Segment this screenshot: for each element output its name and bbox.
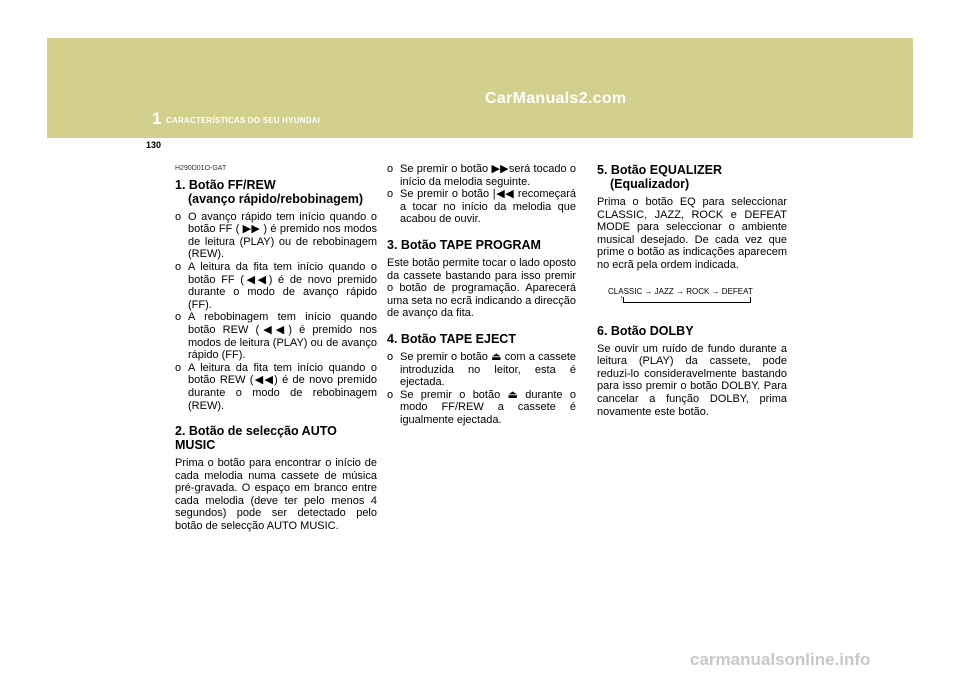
- page-number: 130: [146, 140, 162, 150]
- chapter-title: CARACTERÍSTICAS DO SEU HYUNDAI: [166, 116, 321, 125]
- section-2-text: Prima o botão para encontrar o início de cada melodia numa cassete de música pré-gravada. O espaço em branco entre cada melodia (deve ter pelo menos 4 segundos) pode ser detectado pelo botão de selecção AUTO MUSIC.: [175, 457, 377, 533]
- list-item: o A leitura da fita tem início quando o botão FF (◀◀) é de novo premido durante o modo de avanço rápido (FF).: [175, 260, 377, 311]
- return-arrow-icon: ↑: [620, 294, 624, 302]
- section-1-title: 1. Botão FF/REW: [175, 177, 276, 192]
- section-5-text: Prima o botão EQ para seleccionar CLASSIC, JAZZ, ROCK e DEFEAT MODE para seleccionar o ambiente musical desejado. De cada vez que prime o botão as indicações aparecem no ecrã pela ordem indicada.: [597, 196, 787, 271]
- section-3-text: Este botão permite tocar o lado oposto da cassete bastando para isso premir o botão de programação. Aparecerá uma seta no ecrã indicando a direcção de avanço da fita.: [387, 256, 576, 320]
- section-6-text: Se ouvir um ruído de fundo durante a leitura (PLAY) da cassete, pode reduzi-lo consideravelmente bastando para isso premir o botão DOLBY. Para cancelar a função DOLBY, prima novamente este botão.: [597, 342, 787, 418]
- list-item: o Se premir o botão ▶▶será tocado o início da melodia seguinte.: [387, 163, 576, 188]
- list-item: o A rebobinagem tem início quando botão REW (◀◀) é premido nos modos de leitura (PLAY) ou de avanço rápido (FF).: [175, 311, 377, 362]
- header-band-tab: [47, 118, 137, 138]
- section-1-subtitle: (avanço rápido/rebobinagem): [188, 191, 364, 206]
- section-3-title: 3. Botão TAPE PROGRAM: [387, 237, 541, 252]
- section-5-subtitle: (Equalizador): [610, 177, 690, 191]
- column-1: [175, 163, 377, 533]
- list-item: o Se premir o botão ⏏ durante o modo FF/REW a cassete é igualmente ejectada.: [387, 388, 576, 426]
- column-3: [597, 163, 787, 418]
- eq-sequence-diagram: [597, 286, 787, 312]
- section-4-title: 4. Botão TAPE EJECT: [387, 331, 516, 346]
- watermark-link[interactable]: CarManuals2.com: [485, 90, 627, 107]
- section-5-title: 5. Botão EQUALIZER: [597, 163, 723, 177]
- section-4-list: [387, 351, 576, 427]
- list-item: o Se premir o botão |◀◀ recomeçará a tocar no início da melodia que acabou de ouvir.: [387, 188, 576, 226]
- section-2-title: 2. Botão de selecção AUTO MUSIC: [175, 424, 337, 453]
- list-item: o O avanço rápido tem início quando o botão FF ( ▶▶ ) é premido nos modos de leitura (PLAY) ou de rebobinagem (REW).: [175, 210, 377, 261]
- column-2: [387, 163, 576, 427]
- section-1-list: [175, 211, 377, 413]
- list-item: o A leitura da fita tem início quando o botão REW (◀◀) é de novo premido durante o modo de rebobinagem (REW).: [175, 361, 377, 412]
- footer-watermark: carmanualsonline.info: [690, 650, 871, 669]
- chapter-number: 1: [152, 109, 162, 128]
- section-code: H290D01O-GAT: [175, 165, 227, 172]
- section-6-title: 6. Botão DOLBY: [597, 323, 694, 338]
- section-auto-music-list: [387, 163, 576, 226]
- eq-sequence-text: CLASSIC → JAZZ → ROCK → DEFEAT: [608, 286, 753, 296]
- return-line: [623, 297, 751, 303]
- list-item: o Se premir o botão ⏏ com a cassete introduzida no leitor, esta é ejectada.: [387, 350, 576, 389]
